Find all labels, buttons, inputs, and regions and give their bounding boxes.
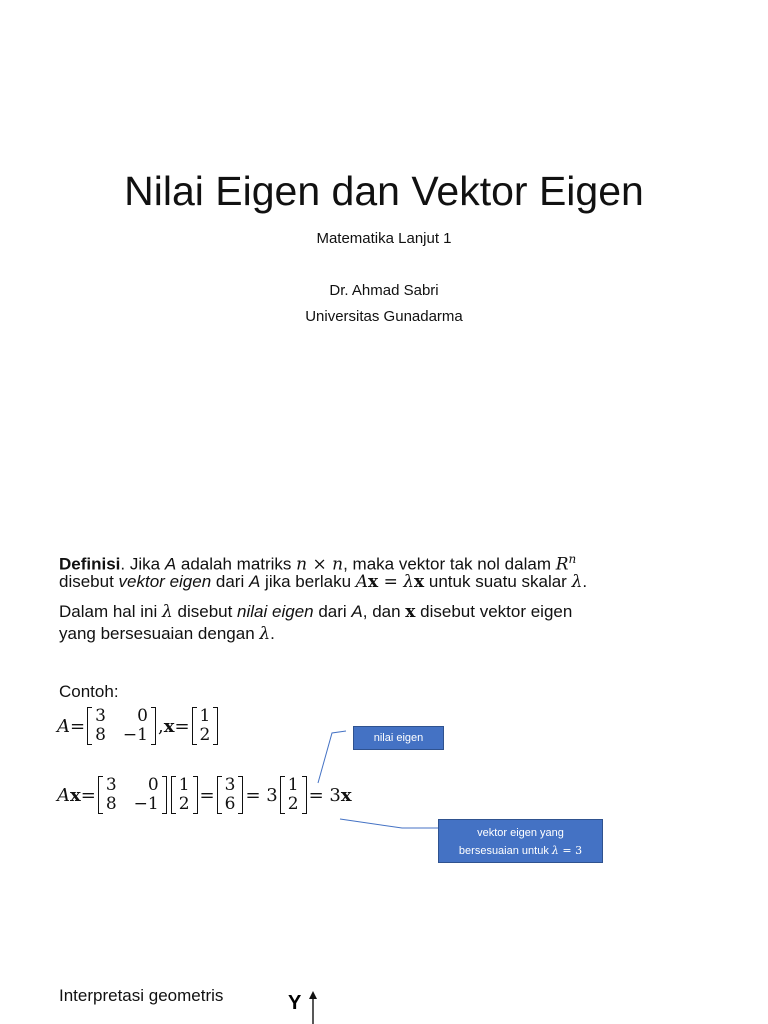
space-exponent: n xyxy=(568,552,577,566)
definition-text: untuk suatu skalar xyxy=(424,572,572,591)
vector-cell: 1 xyxy=(178,775,190,795)
definition-text: yang bersesuaian dengan xyxy=(59,624,260,643)
definition-text: disebut vektor eigen xyxy=(415,602,573,621)
callout-text-part: = 3 xyxy=(558,844,583,857)
callout-text: vektor eigen yang xyxy=(477,827,564,839)
vector-symbol: x xyxy=(70,784,81,806)
lambda-symbol: λ xyxy=(259,624,271,644)
vector-symbol: x xyxy=(414,572,425,592)
matrix-cell: 8 xyxy=(95,725,106,745)
matrix-cell: 8 xyxy=(105,794,117,814)
scalar-multiple: = 3 xyxy=(245,784,278,806)
vector-cell: 2 xyxy=(287,794,299,814)
definition-text: disebut xyxy=(59,572,119,591)
definition-text: , dan xyxy=(362,602,406,621)
callout-text-part: bersesuaian untuk xyxy=(458,845,552,857)
geometric-interpretation-label: Interpretasi geometris xyxy=(59,986,224,1005)
vector-symbol: x xyxy=(163,715,175,737)
matrix-cell: −1 xyxy=(122,725,148,745)
matrix-cell: 0 xyxy=(147,775,159,795)
vector-cell: 3 xyxy=(224,775,236,795)
space-symbol: R xyxy=(555,554,569,575)
slide-title: Nilai Eigen dan Vektor Eigen xyxy=(124,168,644,214)
eigenvector-connector xyxy=(340,819,438,828)
equals-sign: = xyxy=(70,715,86,737)
matrix-cell: −1 xyxy=(133,794,159,814)
lambda-symbol: λ xyxy=(162,602,173,622)
definition-text: dari xyxy=(211,572,249,591)
callout-text xyxy=(439,842,602,860)
example-label: Contoh: xyxy=(59,682,119,701)
callout-eigenvector xyxy=(438,819,603,863)
definition-heading: Definisi xyxy=(59,554,121,574)
definition-text: adalah matriks xyxy=(176,554,297,574)
matrix-symbol: A xyxy=(355,572,369,592)
matrix-symbol: A xyxy=(164,554,177,574)
term-eigenvalue: nilai eigen xyxy=(237,602,314,621)
definition-text: . xyxy=(270,624,275,643)
vector-symbol: x xyxy=(368,572,379,592)
equals-sign: = xyxy=(378,572,404,592)
scalar-multiple: = 3 xyxy=(308,784,341,806)
university-name: Universitas Gunadarma xyxy=(305,308,463,325)
y-axis-label: Y xyxy=(288,992,302,1014)
lambda-symbol: λ xyxy=(571,572,583,592)
y-axis-arrow-icon xyxy=(306,990,320,1024)
definition-text: jika berlaku xyxy=(260,572,356,591)
matrix-cell: 0 xyxy=(137,706,148,726)
matrix-cell: 3 xyxy=(95,706,106,726)
matrix-symbol: A xyxy=(248,572,261,591)
definition-text: Dalam hal ini xyxy=(59,602,162,621)
definition-text: . xyxy=(582,572,588,591)
matrix-symbol: A xyxy=(351,602,363,621)
definition-text: dari xyxy=(313,602,352,621)
vector-cell: 2 xyxy=(199,725,211,745)
term-eigenvector: vektor eigen xyxy=(118,572,212,591)
lambda-symbol: λ xyxy=(403,572,415,592)
vector-cell: 2 xyxy=(178,794,190,814)
vector-cell: 1 xyxy=(199,706,211,726)
vector-cell: 1 xyxy=(287,775,299,795)
comma: , xyxy=(157,715,164,737)
lambda-symbol: λ xyxy=(551,844,559,857)
definition-text: , maka vektor tak nol dalam xyxy=(343,554,556,574)
callout-eigenvalue: nilai eigen xyxy=(353,726,444,750)
matrix-symbol: A xyxy=(57,715,70,737)
vector-symbol: x xyxy=(405,602,416,622)
vector-cell: 6 xyxy=(224,794,236,814)
course-name: Matematika Lanjut 1 xyxy=(316,230,452,247)
matrix-symbol: A xyxy=(57,784,70,806)
vector-symbol: x xyxy=(340,784,352,806)
matrix-cell: 3 xyxy=(105,775,117,795)
equals-sign: = xyxy=(174,715,190,737)
author-name: Dr. Ahmad Sabri xyxy=(329,282,439,299)
definition-text: . Jika xyxy=(120,554,165,574)
definition-text: disebut xyxy=(172,602,238,621)
eigenvalue-connector xyxy=(318,731,346,783)
equals-sign: = xyxy=(80,784,96,806)
matrix-size: n × n xyxy=(296,554,344,575)
equals-sign: = xyxy=(199,784,215,806)
